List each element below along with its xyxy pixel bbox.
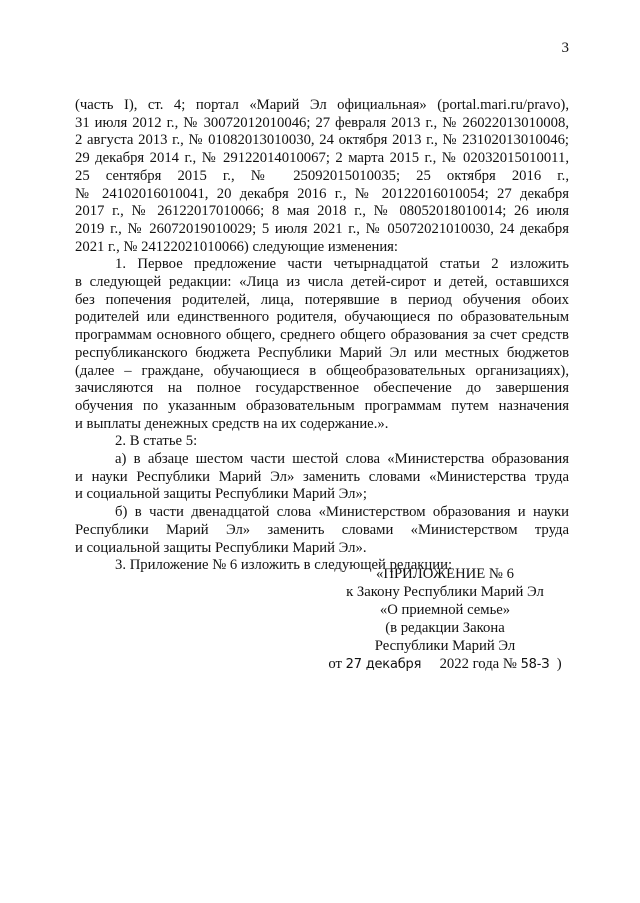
date-close: ) (556, 656, 562, 672)
appendix-republic: Республики Марий Эл (374, 638, 516, 654)
text-line: родителей или единственного родителя, обучающиеся по образовательным (75, 309, 569, 326)
text-line: обучения по указанным образовательным программам путем назначения (75, 397, 569, 414)
text-line: зачисляются на полное государственное обеспечение до завершения (75, 380, 569, 397)
text-line: б) в части двенадцатой слова «Министерством образования и науки (115, 504, 569, 521)
text-line: и науки Республики Марий Эл» заменить словами «Министерства труда (75, 468, 569, 485)
text-line: 2017 г., № 26122017010066; 8 мая 2018 г., № 08052018010014; 26 июля (75, 203, 569, 220)
text-line: и социальной защиты Республики Марий Эл»; (75, 486, 367, 503)
text-line: 29 декабря 2014 г., № 29122014010067; 2 марта 2015 г., № 02032015010011, (75, 150, 569, 167)
appendix-law-name: «О приемной семье» (379, 602, 511, 618)
law-number: 58-З (520, 657, 550, 672)
appendix-law-reference: к Закону Республики Марий Эл (346, 584, 544, 600)
date-year: 2022 года № (439, 656, 517, 672)
text-line: 31 июля 2012 г., № 30072012010046; 27 февраля 2013 г., № 26022013010008, (75, 114, 569, 131)
text-line: 2019 г., № 26072019010029; 5 июля 2021 г., № 05072021010030, 24 декабря (75, 220, 569, 237)
text-line: республиканского бюджета Республики Марий Эл или местных бюджетов (75, 344, 569, 361)
date-day-month: 27 декабря (345, 657, 422, 672)
text-line: 2 августа 2013 г., № 01082013010030, 24 октября 2013 г., № 23102013010046; (75, 132, 569, 149)
appendix-title: «ПРИЛОЖЕНИЕ № 6 (376, 566, 514, 582)
text-line: 1. Первое предложение части четырнадцатой статьи 2 изложить (115, 256, 569, 273)
text-line: 2. В статье 5: (115, 433, 198, 450)
text-line: и выплаты денежных средств на их содержание.». (75, 415, 389, 432)
text-line: а) в абзаце шестом части шестой слова «Министерства образования (115, 451, 569, 467)
text-line: (часть I), ст. 4; портал «Марий Эл официальная» (portal.mari.ru/pravo), (75, 97, 569, 113)
text-line: 2021 г., № 24122021010066) следующие изменения: (75, 238, 399, 255)
text-line: 3. Приложение № 6 изложить в следующей редакции: (115, 557, 453, 574)
text-line: в следующей редакции: «Лица из числа детей-сирот и детей, оставшихся (75, 274, 569, 290)
text-line: № 24102016010041, 20 декабря 2016 г., № 20122016010054; 27 декабря (75, 185, 569, 202)
appendix-date-line (300, 656, 590, 674)
text-line: Республики Марий Эл» заменить словами «Министерством труда (75, 521, 569, 538)
text-line: (далее – граждане, обучающиеся в общеобразовательных организациях), (75, 362, 569, 379)
text-line: 25 сентября 2015 г., № 25092015010035; 25 октября 2016 г., (75, 167, 569, 184)
text-line: без попечения родителей, лица, потерявшие в период обучения обоих (75, 291, 569, 308)
page-number: 3 (561, 40, 569, 56)
date-prefix: от (328, 656, 342, 672)
appendix-edition-note: (в редакции Закона (385, 620, 505, 636)
text-line: и социальной защиты Республики Марий Эл». (75, 539, 367, 556)
text-line: программам основного общего, среднего общего образования за счет средств (75, 327, 569, 344)
